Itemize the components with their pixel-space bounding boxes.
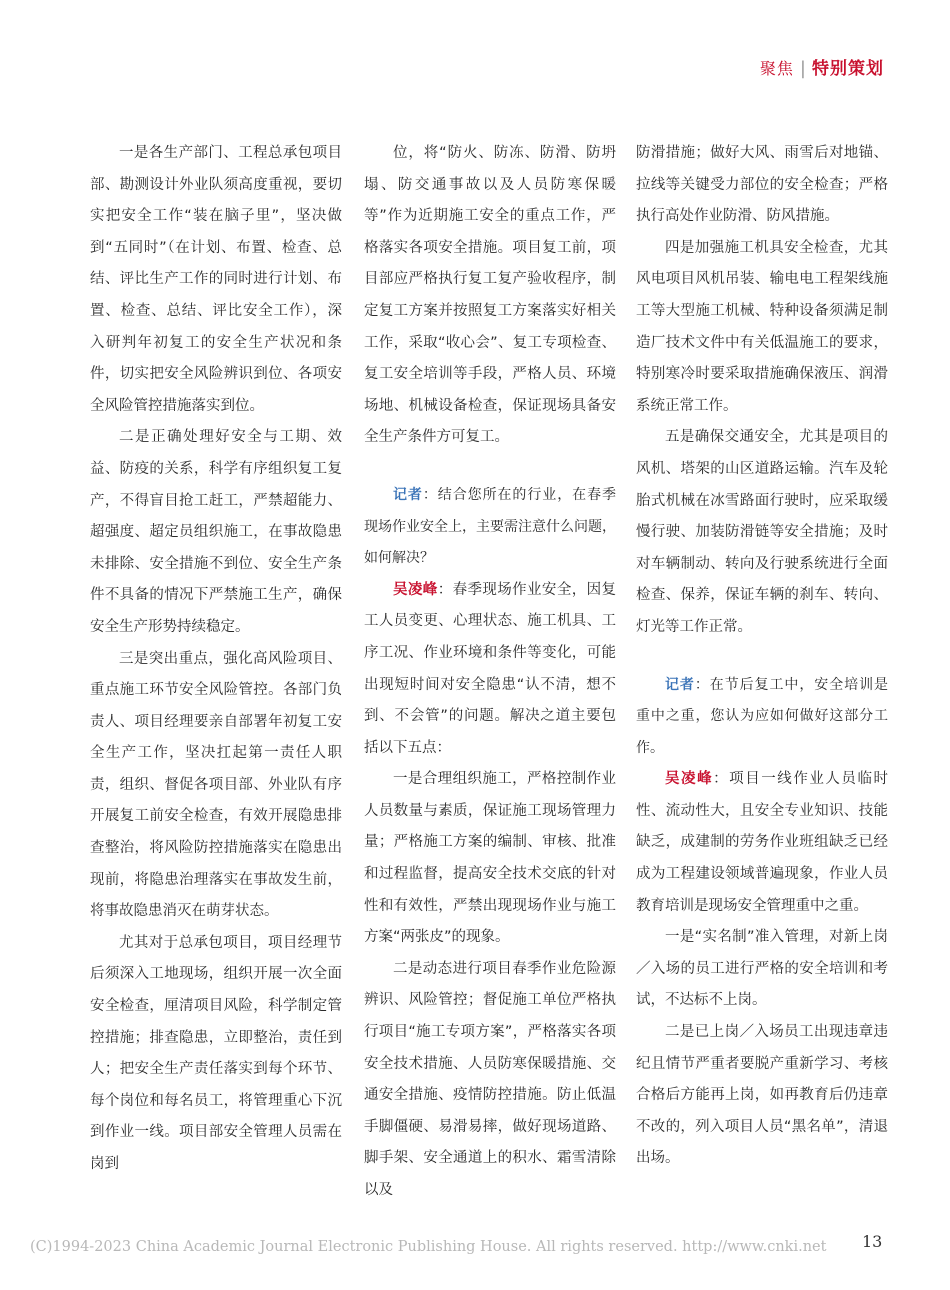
page-number: 13 — [862, 1232, 883, 1251]
text-column-1 — [90, 138, 342, 1181]
interviewer-question — [364, 480, 616, 575]
interviewee-label: 吴凌峰 — [393, 581, 438, 598]
interviewer-question — [636, 670, 888, 765]
paragraph: 一是“实名制”准入管理，对新上岗／入场的员工进行严格的安全培训和考试，不达标不上岗。 — [636, 929, 888, 1009]
answer-text: ：项目一线作业人员临时性、流动性大，且安全专业知识、技能缺乏，成建制的劳务作业班组缺乏已经成为工程建设领域普遍现象，作业人员教育培训是现场安全管理重中之重。 — [636, 771, 889, 914]
column-title: 特别策划 — [812, 59, 884, 79]
paragraph: 三是突出重点，强化高风险项目、重点施工环节安全风险管控。各部门负责人、项目经理要亲自部署年初复工安全生产工作，坚决扛起第一责任人职责，组织、督促各项目部、外业队有序开展复工前安全检查，有效开展隐患排查整治，将风险防控措施落实在隐患出现前，将隐患治理落实在事故发生前，将事故隐患消灭在萌芽状态。 — [90, 650, 342, 920]
paragraph: 一是各生产部门、工程总承包项目部、勘测设计外业队须高度重视，要切实把安全工作“装在脑子里”，坚决做到“五同时”（在计划、布置、检查、总结、评比生产工作的同时进行计划、布置、检查、总结、评比安全工作），深入研判年初复工的安全生产状况和条件，切实把安全风险辨识到位、各项安全风险管控措施落实到位。 — [90, 145, 342, 414]
paragraph: 位，将“防火、防冻、防滑、防坍塌、防交通事故以及人员防寒保暖等”作为近期施工安全的重点工作，严格落实各项安全措施。项目复工前，项目部应严格执行复工复产验收程序，制定复工方案并按照复工方案落实好相关工作，采取“收心会”、复工专项检查、复工安全培训等手段，严格人员、环境场地、机械设备检查，保证现场具备安全生产条件方可复工。 — [364, 145, 616, 446]
paragraph: 二是已上岗／入场员工出现违章违纪且情节严重者要脱产重新学习、考核合格后方能再上岗，如再教育后仍违章不改的，列入项目人员“黑名单”，清退出场。 — [636, 1024, 888, 1167]
paragraph: 二是动态进行项目春季作业危险源辨识、风险管控；督促施工单位严格执行项目“施工专项方案”，严格落实各项安全技术措施、人员防寒保暖措施、交通安全措施、疫情防控措施。防止低温手脚僵硬、易滑易摔，做好现场道路、脚手架、安全通道上的积水、霜雪清除以及 — [364, 960, 616, 1198]
copyright-footer: (C)1994-2023 China Academic Journal Electronic Publishing House. All rights reserved. http://www.cnki.net — [30, 1239, 827, 1255]
paragraph: 二是正确处理好安全与工期、效益、防疫的关系，科学有序组织复工复产，不得盲目抢工赶工，严禁超能力、超强度、超定员组织施工，在事故隐患未排除、安全措施不到位、安全生产条件不具备的情况下严禁施工生产，确保安全生产形势持续稳定。 — [90, 429, 342, 635]
answer-text: ：春季现场作业安全，因复工人员变更、心理状态、施工机具、工序工况、作业环境和条件等变化，可能出现短时间对安全隐患“认不清，想不到、不会管”的问题。解决之道主要包括以下五点： — [364, 581, 617, 756]
interviewee-answer — [364, 575, 616, 765]
text-column-3 — [636, 138, 888, 1175]
page-header — [760, 58, 884, 80]
interviewee-answer — [636, 764, 888, 922]
paragraph: 四是加强施工机具安全检查，尤其风电项目风机吊装、输电电工程架线施工等大型施工机械、特种设备须满足制造厂技术文件中有关低温施工的要求，特别寒冷时要采取措施确保液压、润滑系统正常工作。 — [636, 239, 888, 414]
interviewer-label: 记者 — [665, 676, 695, 693]
paragraph: 一是合理组织施工，严格控制作业人员数量与素质，保证施工现场管理力量；严格施工方案的编制、审核、批准和过程监督，提高安全技术交底的针对性和有效性，严禁出现现场作业与施工方案“两张皮”的现象。 — [364, 771, 616, 946]
interviewee-label: 吴凌峰 — [665, 771, 714, 788]
text-column-2 — [364, 138, 616, 1207]
paragraph: 五是确保交通安全，尤其是项目的风机、塔架的山区道路运输。汽车及轮胎式机械在冰雪路面行驶时，应采取缓慢行驶、加装防滑链等安全措施；及时对车辆制动、转向及行驶系统进行全面检查、保养，保证车辆的刹车、转向、灯光等工作正常。 — [636, 429, 888, 635]
question-text: ：结合您所在的行业，在春季现场作业安全上，主要需注意什么问题，如何解决？ — [364, 486, 617, 567]
paragraph: 尤其对于总承包项目，项目经理节后须深入工地现场，组织开展一次全面安全检查，厘清项目风险，科学制定管控措施；排查隐患，立即整治，责任到人；把安全生产责任落实到每个环节、每个岗位和每名员工，将管理重心下沉到作业一线。项目部安全管理人员需在岗到 — [90, 934, 342, 1172]
header-separator: | — [799, 58, 806, 79]
section-label: 聚焦 — [759, 59, 794, 78]
question-text: ：在节后复工中，安全培训是重中之重，您认为应如何做好这部分工作。 — [636, 676, 889, 756]
interviewer-label: 记者 — [393, 486, 423, 503]
paragraph: 防滑措施；做好大风、雨雪后对地锚、拉线等关键受力部位的安全检查；严格执行高处作业防滑、防风措施。 — [636, 145, 888, 225]
